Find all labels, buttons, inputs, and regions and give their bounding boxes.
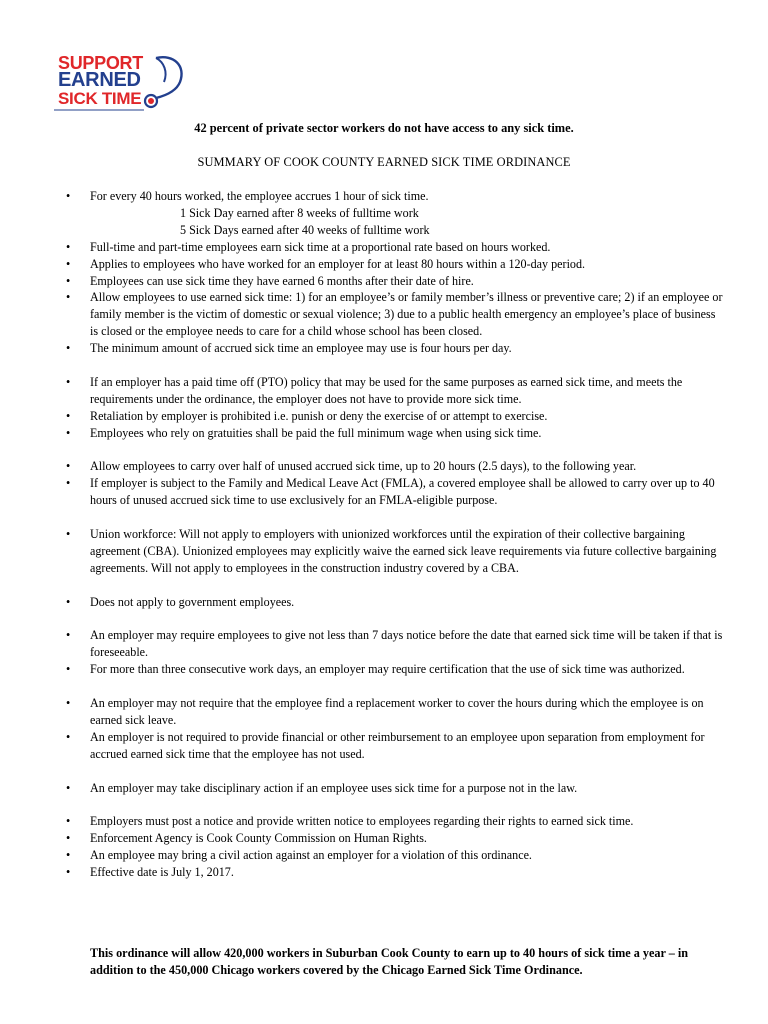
bullet-icon: • bbox=[66, 341, 71, 356]
list-item: • Allow employees to use earned sick time: 1) for an employee’s or family member’s illness or preventive care; 2) if an employee or family member is the victim of domestic or sexual violence; 3) due to a public health emergency an employee’s place of business is closed or the employee needs to care for a child whose school has been closed. bbox=[66, 290, 723, 339]
bullet-icon: • bbox=[66, 189, 71, 203]
bullet-icon: • bbox=[66, 696, 71, 711]
bullet-icon: • bbox=[66, 476, 71, 491]
bullet-icon: • bbox=[66, 628, 71, 643]
bullet-icon: • bbox=[66, 408, 71, 423]
list-item: • Retaliation by employer is prohibited i.e. punish or deny the exercise of or attempt to exercise. bbox=[66, 408, 548, 423]
sub-line: 5 Sick Days earned after 40 weeks of fulltime work bbox=[180, 222, 430, 237]
list-item: • Full-time and part-time employees earn sick time at a proportional rate based on hours worked. bbox=[66, 239, 551, 254]
logo-text-line2: EARNED bbox=[58, 69, 141, 91]
list-item: • Employers must post a notice and provide written notice to employees regarding their rights to earned sick time. bbox=[66, 814, 634, 829]
list-item: • For more than three consecutive work days, an employer may require certification that the use of sick time was authorized. bbox=[66, 662, 685, 677]
bullet-icon: • bbox=[66, 239, 71, 254]
bullet-icon: • bbox=[66, 662, 71, 677]
list-item: • Does not apply to government employees. bbox=[66, 594, 295, 609]
list-item: • An employer is not required to provide financial or other reimbursement to an employee upon separation from employment for accrued earned sick time that the employee has not used. bbox=[66, 729, 705, 761]
bullet-icon: • bbox=[66, 729, 71, 744]
list-item: • An employer may not require that the employee find a replacement worker to cover the hours during which the employee is on earned sick leave. bbox=[66, 696, 704, 727]
list-item: • Enforcement Agency is Cook County Commission on Human Rights. bbox=[66, 831, 427, 846]
closing-statement: This ordinance will allow 420,000 workers in Suburban Cook County to earn up to 40 hours of sick time a year – in addition to the 450,000 Chicago workers covered by the Chicago Earned Sick Time Ordinance. bbox=[90, 946, 689, 977]
bullet-icon: • bbox=[66, 290, 71, 305]
bullet-icon: • bbox=[66, 459, 71, 474]
list-item: • If employer is subject to the Family and Medical Leave Act (FMLA), a covered employee shall be allowed to carry over up to 40 hours of unused accrued sick time to use exclusively for an FMLA-eligible purpose. bbox=[66, 476, 715, 508]
sub-line: 1 Sick Day earned after 8 weeks of fulltime work bbox=[180, 205, 419, 220]
list-item: • Allow employees to carry over half of unused accrued sick time, up to 20 hours (2.5 days), to the following year. bbox=[66, 459, 637, 474]
bullet-icon: • bbox=[66, 848, 71, 863]
bullet-icon: • bbox=[66, 594, 71, 609]
bullet-icon: • bbox=[66, 814, 71, 829]
list-item: • Employees who rely on gratuities shall be paid the full minimum wage when using sick time. bbox=[66, 425, 542, 440]
bullet-icon: • bbox=[66, 831, 71, 846]
list-item: • If an employer has a paid time off (PTO) policy that may be used for the same purposes as earned sick time, and meets the requirements under the ordinance, the employer does not have to provide more sick time. bbox=[66, 374, 683, 406]
bullet-icon: • bbox=[66, 780, 71, 795]
list-item: • The minimum amount of accrued sick time an employee may use is four hours per day. bbox=[66, 341, 512, 356]
list-item: • Applies to employees who have worked for an employer for at least 80 hours within a 120-day period. bbox=[66, 256, 586, 271]
bullet-icon: • bbox=[66, 425, 71, 440]
list-item: • An employee may bring a civil action against an employer for a violation of this ordinance. bbox=[66, 848, 532, 863]
logo-text-line3: SICK TIME bbox=[58, 89, 142, 108]
bullet-icon: • bbox=[66, 527, 71, 542]
document-title: SUMMARY OF COOK COUNTY EARNED SICK TIME ORDINANCE bbox=[197, 155, 571, 169]
list-item: • Employees can use sick time they have earned 6 months after their date of hire. bbox=[66, 273, 474, 288]
list-item: • Effective date is July 1, 2017. bbox=[66, 865, 234, 880]
bullet-icon: • bbox=[66, 256, 71, 271]
bullet-icon: • bbox=[66, 865, 71, 880]
logo-text-line1: SUPPORT bbox=[58, 53, 143, 73]
headline: 42 percent of private sector workers do not have access to any sick time. bbox=[194, 121, 574, 135]
list-item: • An employer may require employees to give not less than 7 days notice before the date that earned sick time will be taken if that is foreseeable. bbox=[66, 628, 723, 660]
list-item: • Union workforce: Will not apply to employers with unionized workforces until the expiration of their collective bargaining agreement (CBA). Unionized employees may explicitly waive the earned sick leave requirements via future collective bargaining agreements. Will not apply to employees in the construction industry covered by a CBA. bbox=[66, 527, 717, 575]
list-item: • For every 40 hours worked, the employee accrues 1 hour of sick time. 1 Sick Day earned after 8 weeks of fulltime work 5 Sick Days earned after 40 weeks of fulltime work bbox=[66, 188, 726, 239]
bullet-icon: • bbox=[66, 374, 71, 389]
list-item: • An employer may take disciplinary action if an employee uses sick time for a purpose not in the law. bbox=[66, 780, 578, 795]
support-earned-sick-time-logo bbox=[52, 52, 188, 114]
bullet-icon: • bbox=[66, 273, 71, 288]
summary-bullet-list bbox=[66, 188, 726, 881]
